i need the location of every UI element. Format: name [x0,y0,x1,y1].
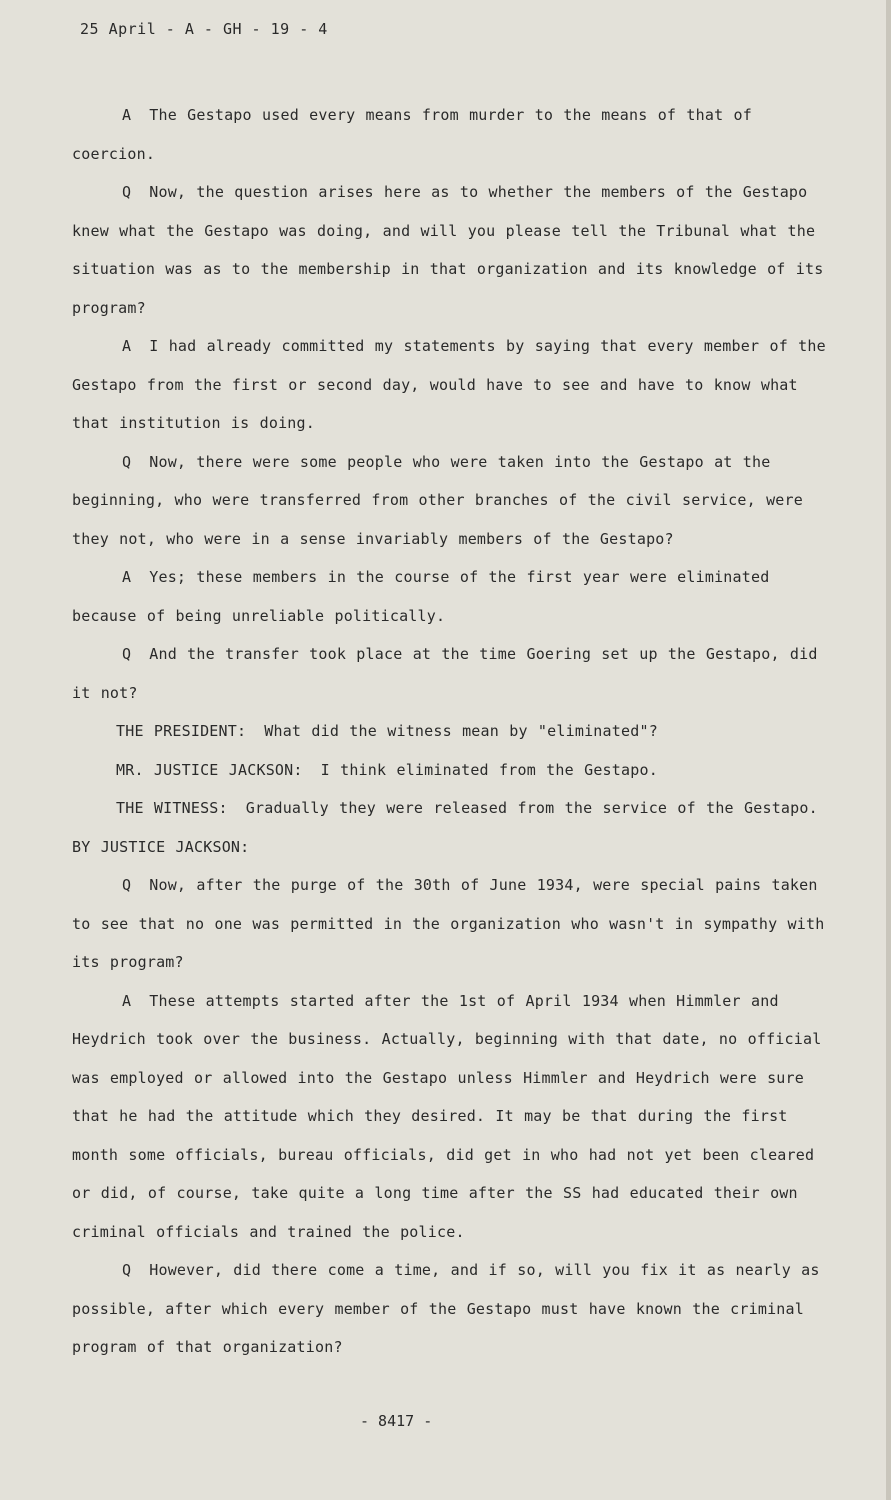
transcript-paragraph [72,866,842,982]
examination-heading [72,828,842,867]
paragraph-text: The Gestapo used every means from murder to the means of that of coercion. [72,106,753,163]
paragraph-text: And the transfer took place at the time Goering set up the Gestapo, did it not? [72,645,818,702]
speaker-label: Q [122,876,132,894]
transcript-paragraph [72,558,842,635]
speaker-label: Q [122,183,132,201]
transcript-paragraph [72,1251,842,1367]
paragraph-text: I think eliminated from the Gestapo. [320,760,658,779]
paragraph-text: What did the witness mean by "eliminated"? [264,722,658,740]
paragraph-text: Yes; these members in the course of the first year were eliminated because of being unreliable politically. [72,568,770,625]
paragraph-text: These attempts started after the 1st of April 1934 when Himmler and Heydrich took over the business. Actually, beginning with that date, no official was employed or allowed into the Gestapo unless Himmler and Heydrich were sure that he had the attitude which they desired. It may be that during the first month some officials, bureau officials, did get in who had not yet been cleared or did, of course, take quite a long time after the SS had educated their own criminal officials and trained the police. [72,991,822,1241]
page-header: 25 April - A - GH - 19 - 4 [80,20,328,38]
transcript-paragraph [72,751,842,790]
transcript-body [72,96,842,1367]
speaker-label: A [122,991,132,1010]
speaker-label: Q [122,1261,132,1279]
speaker-label: MR. JUSTICE JACKSON: [116,760,303,779]
paragraph-text: However, did there come a time, and if so, will you fix it as nearly as possible, after which every member of the Gestapo must have known the criminal program of that organization? [72,1261,820,1356]
paragraph-text: Now, the question arises here as to whether the members of the Gestapo knew what the Gestapo was doing, and will you please tell the Tribunal what the situation was as to the membership in that organization and its knowledge of its program? [72,183,824,317]
speaker-label: Q [122,452,132,471]
paragraph-text: I had already committed my statements by saying that every member of the Gestapo from the first or second day, would have to see and have to know what that institution is doing. [72,337,826,432]
paragraph-text: Gradually they were released from the service of the Gestapo. [245,799,818,817]
transcript-paragraph [72,789,842,828]
transcript-paragraph [72,327,842,443]
transcript-paragraph [72,635,842,712]
speaker-label: Q [122,645,132,663]
page-number: - 8417 - [360,1412,433,1430]
transcript-paragraph [72,982,842,1252]
speaker-label: A [122,106,132,124]
speaker-label: THE WITNESS: [116,799,228,817]
transcript-paragraph [72,96,842,173]
transcript-paragraph [72,443,842,559]
speaker-label: THE PRESIDENT: [116,722,247,740]
page-edge [886,0,891,1500]
paragraph-text: Now, after the purge of the 30th of June 1934, were special pains taken to see that no one was permitted in the organization who wasn't in sympathy with its program? [72,876,825,971]
speaker-label: A [122,568,132,586]
speaker-label: A [122,337,132,355]
paragraph-text: Now, there were some people who were taken into the Gestapo at the beginning, who were transferred from other branches of the civil service, were they not, who were in a sense invariably members of the Gestapo? [72,452,803,548]
paragraph-text: BY JUSTICE JACKSON: [72,837,250,856]
transcript-paragraph [72,173,842,327]
transcript-paragraph [72,712,842,751]
